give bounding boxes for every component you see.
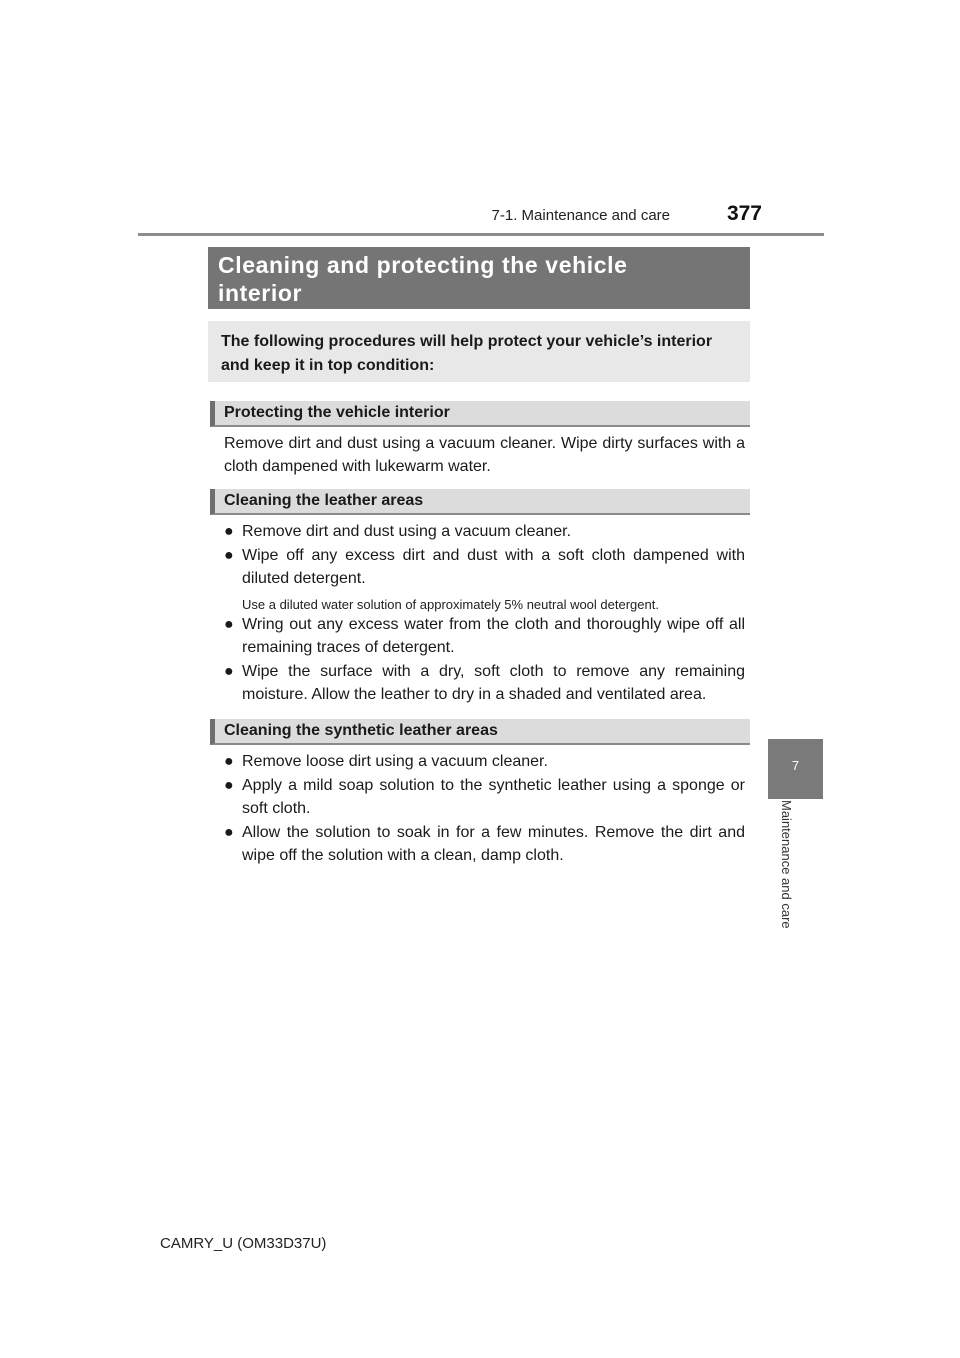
list-item [224, 613, 745, 659]
header-divider [138, 233, 824, 236]
footer-model-code: CAMRY_U (OM33D37U) [160, 1235, 327, 1252]
list-item [224, 660, 745, 706]
list-item-text: Wipe the surface with a dry, soft cloth to remove any remaining moisture. Allow the leather to dry in a shaded and ventilated area. [242, 663, 745, 703]
bullet-icon: ● [224, 753, 234, 770]
bullet-icon: ● [224, 824, 234, 841]
list-item-text: Apply a mild soap solution to the synthetic leather using a sponge or soft cloth. [242, 777, 745, 817]
section-heading-synthetic-leather: Cleaning the synthetic leather areas [210, 719, 750, 745]
list-item [224, 774, 745, 820]
intro-line-1: The following procedures will help protect your vehicle’s interior [221, 333, 713, 350]
bullet-icon: ● [224, 663, 234, 680]
list-item-text: Wipe off any excess dirt and dust with a soft cloth dampened with diluted detergent. [242, 547, 745, 587]
section-heading-protecting: Protecting the vehicle interior [210, 401, 750, 427]
page-title-line-1: Cleaning and protecting the vehicle [218, 252, 628, 278]
page-title-line-2: interior [218, 280, 303, 306]
page-title-bar [208, 247, 750, 309]
chapter-tab [768, 739, 823, 799]
list-item [224, 520, 745, 543]
bullet-icon: ● [224, 777, 234, 794]
note-text: Use a diluted water solution of approximately 5% neutral wool detergent. [242, 597, 659, 612]
list-item-text: Allow the solution to soak in for a few minutes. Remove the dirt and wipe off the solution with a clean, damp cloth. [242, 824, 745, 864]
page-number: 377 [726, 202, 762, 225]
chapter-number: 7 [791, 758, 800, 773]
chapter-title-vertical: Maintenance and care [779, 800, 794, 929]
intro-line-2: and keep it in top condition: [221, 357, 435, 374]
bullet-icon: ● [224, 523, 234, 540]
bullet-icon: ● [224, 616, 234, 633]
list-item-text: Remove loose dirt using a vacuum cleaner. [242, 753, 548, 770]
list-item [224, 544, 745, 590]
list-item-text: Remove dirt and dust using a vacuum cleaner. [242, 523, 572, 540]
section-heading-leather: Cleaning the leather areas [210, 489, 750, 515]
intro-box [208, 321, 750, 382]
list-item [224, 821, 745, 867]
bullet-icon: ● [224, 547, 234, 564]
running-header-section: 7-1. Maintenance and care [491, 207, 670, 224]
list-item-text: Wring out any excess water from the cloth and thoroughly wipe off all remaining traces of detergent. [242, 616, 745, 656]
list-item [224, 750, 745, 773]
section-paragraph-protecting: Remove dirt and dust using a vacuum cleaner. Wipe dirty surfaces with a cloth dampened with lukewarm water. [224, 435, 745, 475]
